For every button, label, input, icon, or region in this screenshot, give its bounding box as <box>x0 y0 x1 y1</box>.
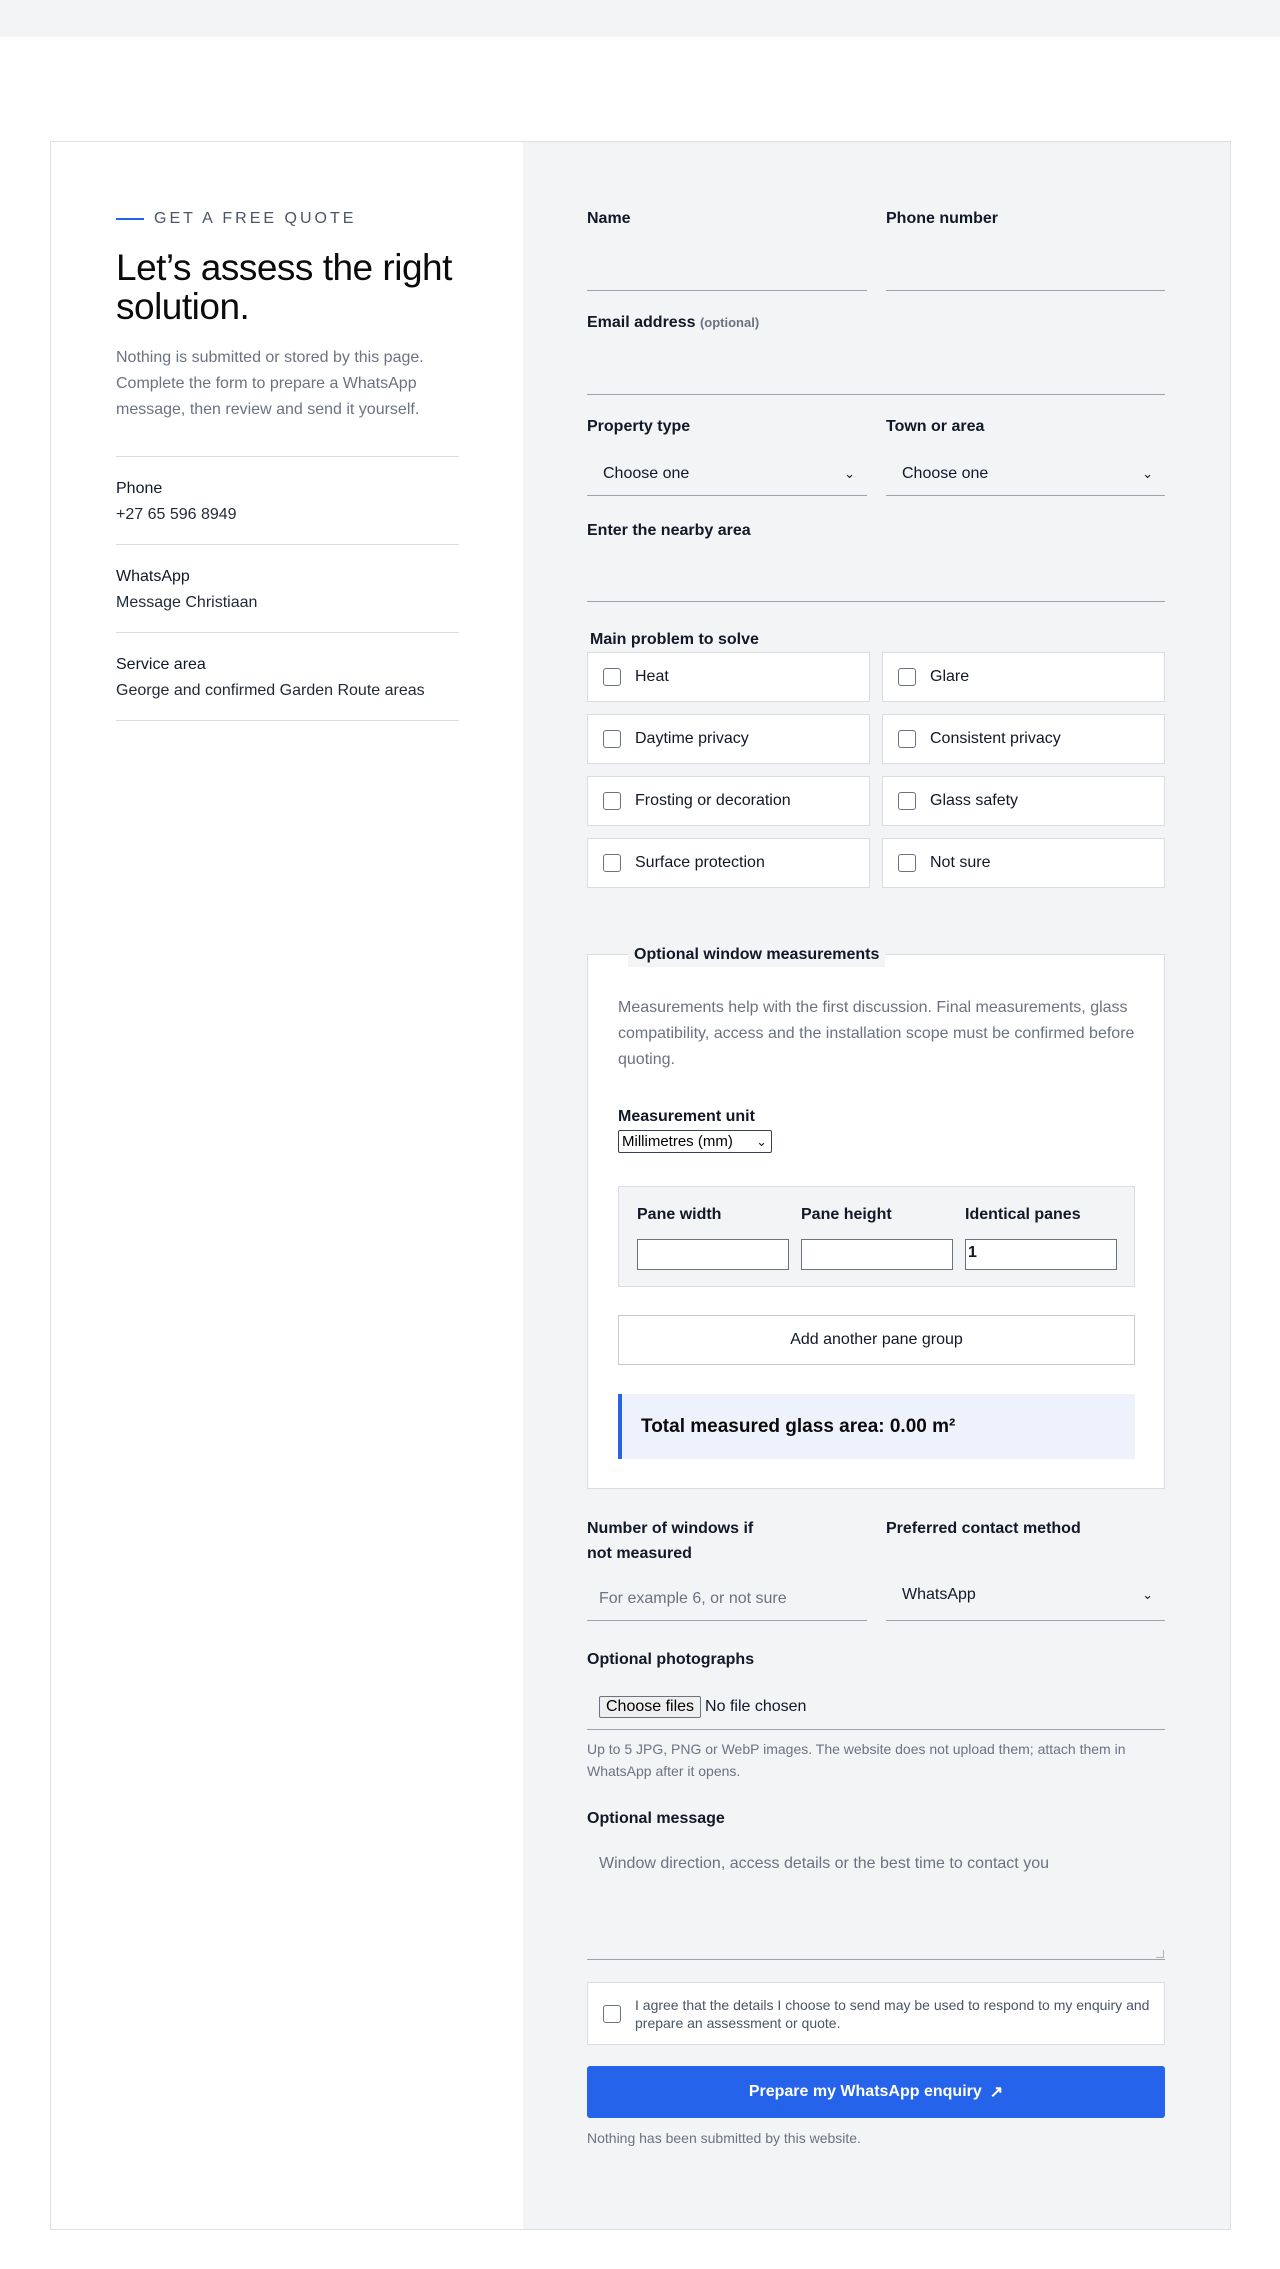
measurements-note: Measurements help with the first discussion. Final measurements, glass compatibility, access and the installation scope must be confirmed before quoting. <box>618 999 1135 1068</box>
measurement-unit-label: Measurement unit <box>618 1108 755 1125</box>
checkbox[interactable] <box>898 792 916 810</box>
file-status: No file chosen <box>705 1697 807 1715</box>
identical-panes-label: Identical panes <box>965 1206 1081 1223</box>
checkbox[interactable] <box>898 854 916 872</box>
contact-method-value: WhatsApp <box>902 1586 976 1603</box>
problem-option-daytime-privacy[interactable] <box>587 714 870 764</box>
contact-phone <box>116 456 459 526</box>
message-placeholder: Window direction, access details or the best time to contact you <box>599 1855 1049 1872</box>
checkbox[interactable] <box>603 792 621 810</box>
name-label: Name <box>587 210 631 227</box>
top-bar <box>0 0 1280 37</box>
choose-files-button[interactable]: Choose files <box>599 1696 701 1718</box>
windows-count-label: Number of windows if not measured <box>587 1520 754 1562</box>
consent-checkbox[interactable] <box>603 2005 621 2023</box>
checkbox[interactable] <box>898 730 916 748</box>
checkbox[interactable] <box>603 730 621 748</box>
resize-handle-icon[interactable] <box>1156 1950 1164 1958</box>
photos-file-input[interactable] <box>587 1684 1165 1730</box>
chevron-down-icon: ⌄ <box>1142 1587 1153 1602</box>
nearby-area-label: Enter the nearby area <box>587 522 751 539</box>
measurements-legend: Optional window measurements <box>628 943 885 967</box>
measurement-unit-select[interactable] <box>618 1130 772 1153</box>
quote-card <box>50 141 1231 2230</box>
pane-width-input[interactable] <box>637 1239 789 1270</box>
intro-panel <box>51 142 523 2229</box>
contact-value: George and confirmed Garden Route areas <box>116 682 425 699</box>
checkbox[interactable] <box>603 854 621 872</box>
town-select[interactable] <box>886 452 1165 496</box>
eyebrow <box>116 210 356 228</box>
contact-label: Service area <box>116 656 206 673</box>
option-label: Heat <box>635 668 669 685</box>
contact-label: WhatsApp <box>116 568 190 585</box>
option-label: Daytime privacy <box>635 730 749 747</box>
checkbox[interactable] <box>603 668 621 686</box>
add-pane-group-button[interactable]: Add another pane group <box>618 1315 1135 1365</box>
measurement-unit-value: Millimetres (mm) <box>622 1133 733 1150</box>
identical-panes-input[interactable]: 1 <box>965 1239 1117 1270</box>
problem-option-frosting[interactable] <box>587 776 870 826</box>
quote-form <box>523 142 1230 2229</box>
problem-option-glass-safety[interactable] <box>882 776 1165 826</box>
chevron-down-icon: ⌄ <box>844 465 855 481</box>
chevron-down-icon: ⌄ <box>756 1133 767 1149</box>
name-input[interactable] <box>587 290 867 291</box>
problem-option-surface-protection[interactable] <box>587 838 870 888</box>
divider <box>116 720 459 721</box>
windows-count-placeholder: For example 6, or not sure <box>599 1589 787 1607</box>
footnote: Nothing has been submitted by this website. <box>587 2130 861 2146</box>
problem-option-not-sure[interactable] <box>882 838 1165 888</box>
option-label: Surface protection <box>635 854 765 871</box>
chevron-down-icon: ⌄ <box>1142 465 1153 481</box>
email-label <box>587 310 759 335</box>
checkbox[interactable] <box>898 668 916 686</box>
option-label: Consistent privacy <box>930 730 1061 747</box>
property-type-label: Property type <box>587 418 691 435</box>
phone-label: Phone number <box>886 210 999 227</box>
contact-method-label: Preferred contact method <box>886 1520 1081 1537</box>
submit-label: Prepare my WhatsApp enquiry <box>748 2083 982 2100</box>
message-textarea[interactable] <box>587 1843 1165 1960</box>
arrow-up-right-icon: ↗ <box>989 2084 1004 2101</box>
contact-service-area <box>116 632 459 702</box>
total-glass-area: Total measured glass area: 0.00 m² <box>618 1394 1135 1459</box>
contact-method-select[interactable] <box>886 1570 1165 1621</box>
option-label: Frosting or decoration <box>635 792 791 809</box>
submit-button[interactable] <box>587 2066 1165 2118</box>
option-label: Not sure <box>930 854 991 871</box>
option-label: Glass safety <box>930 792 1019 809</box>
photos-help: Up to 5 JPG, PNG or WebP images. The website does not upload them; attach them in WhatsApp after it opens. <box>587 1741 1126 1779</box>
consent-row[interactable] <box>587 1982 1165 2045</box>
problem-option-glare[interactable] <box>882 652 1165 702</box>
email-input[interactable] <box>587 394 1165 395</box>
eyebrow-text: GET A FREE QUOTE <box>154 210 357 227</box>
pane-height-label: Pane height <box>801 1206 892 1223</box>
windows-count-input[interactable] <box>587 1577 867 1621</box>
property-type-value: Choose one <box>603 464 690 482</box>
problem-option-consistent-privacy[interactable] <box>882 714 1165 764</box>
contact-value[interactable]: Message Christiaan <box>116 594 258 611</box>
pane-group <box>618 1186 1135 1287</box>
eyebrow-line <box>116 218 144 220</box>
option-label: Glare <box>930 668 970 685</box>
contact-label: Phone <box>116 480 163 497</box>
town-label: Town or area <box>886 418 985 435</box>
measurements-fieldset <box>587 946 1165 1489</box>
nearby-area-input[interactable] <box>587 601 1165 602</box>
message-label: Optional message <box>587 1810 725 1827</box>
pane-height-input[interactable] <box>801 1239 953 1270</box>
page-title: Let’s assess the right solution. <box>116 247 452 327</box>
problem-option-heat[interactable] <box>587 652 870 702</box>
property-type-select[interactable] <box>587 452 867 496</box>
phone-input[interactable] <box>886 290 1165 291</box>
pane-width-label: Pane width <box>637 1206 722 1223</box>
intro-description: Nothing is submitted or stored by this page. Complete the form to prepare a WhatsApp message, then review and send it yourself. <box>116 349 424 418</box>
consent-text: I agree that the details I choose to send may be used to respond to my enquiry and prepare an assessment or quote. <box>635 1996 1150 2031</box>
contact-value[interactable]: +27 65 596 8949 <box>116 506 237 523</box>
optional-tag: (optional) <box>699 315 760 330</box>
town-value: Choose one <box>902 464 989 482</box>
contact-whatsapp <box>116 544 459 614</box>
email-label-text: Email address <box>587 314 696 331</box>
photos-label: Optional photographs <box>587 1651 755 1668</box>
problem-label: Main problem to solve <box>590 631 759 648</box>
